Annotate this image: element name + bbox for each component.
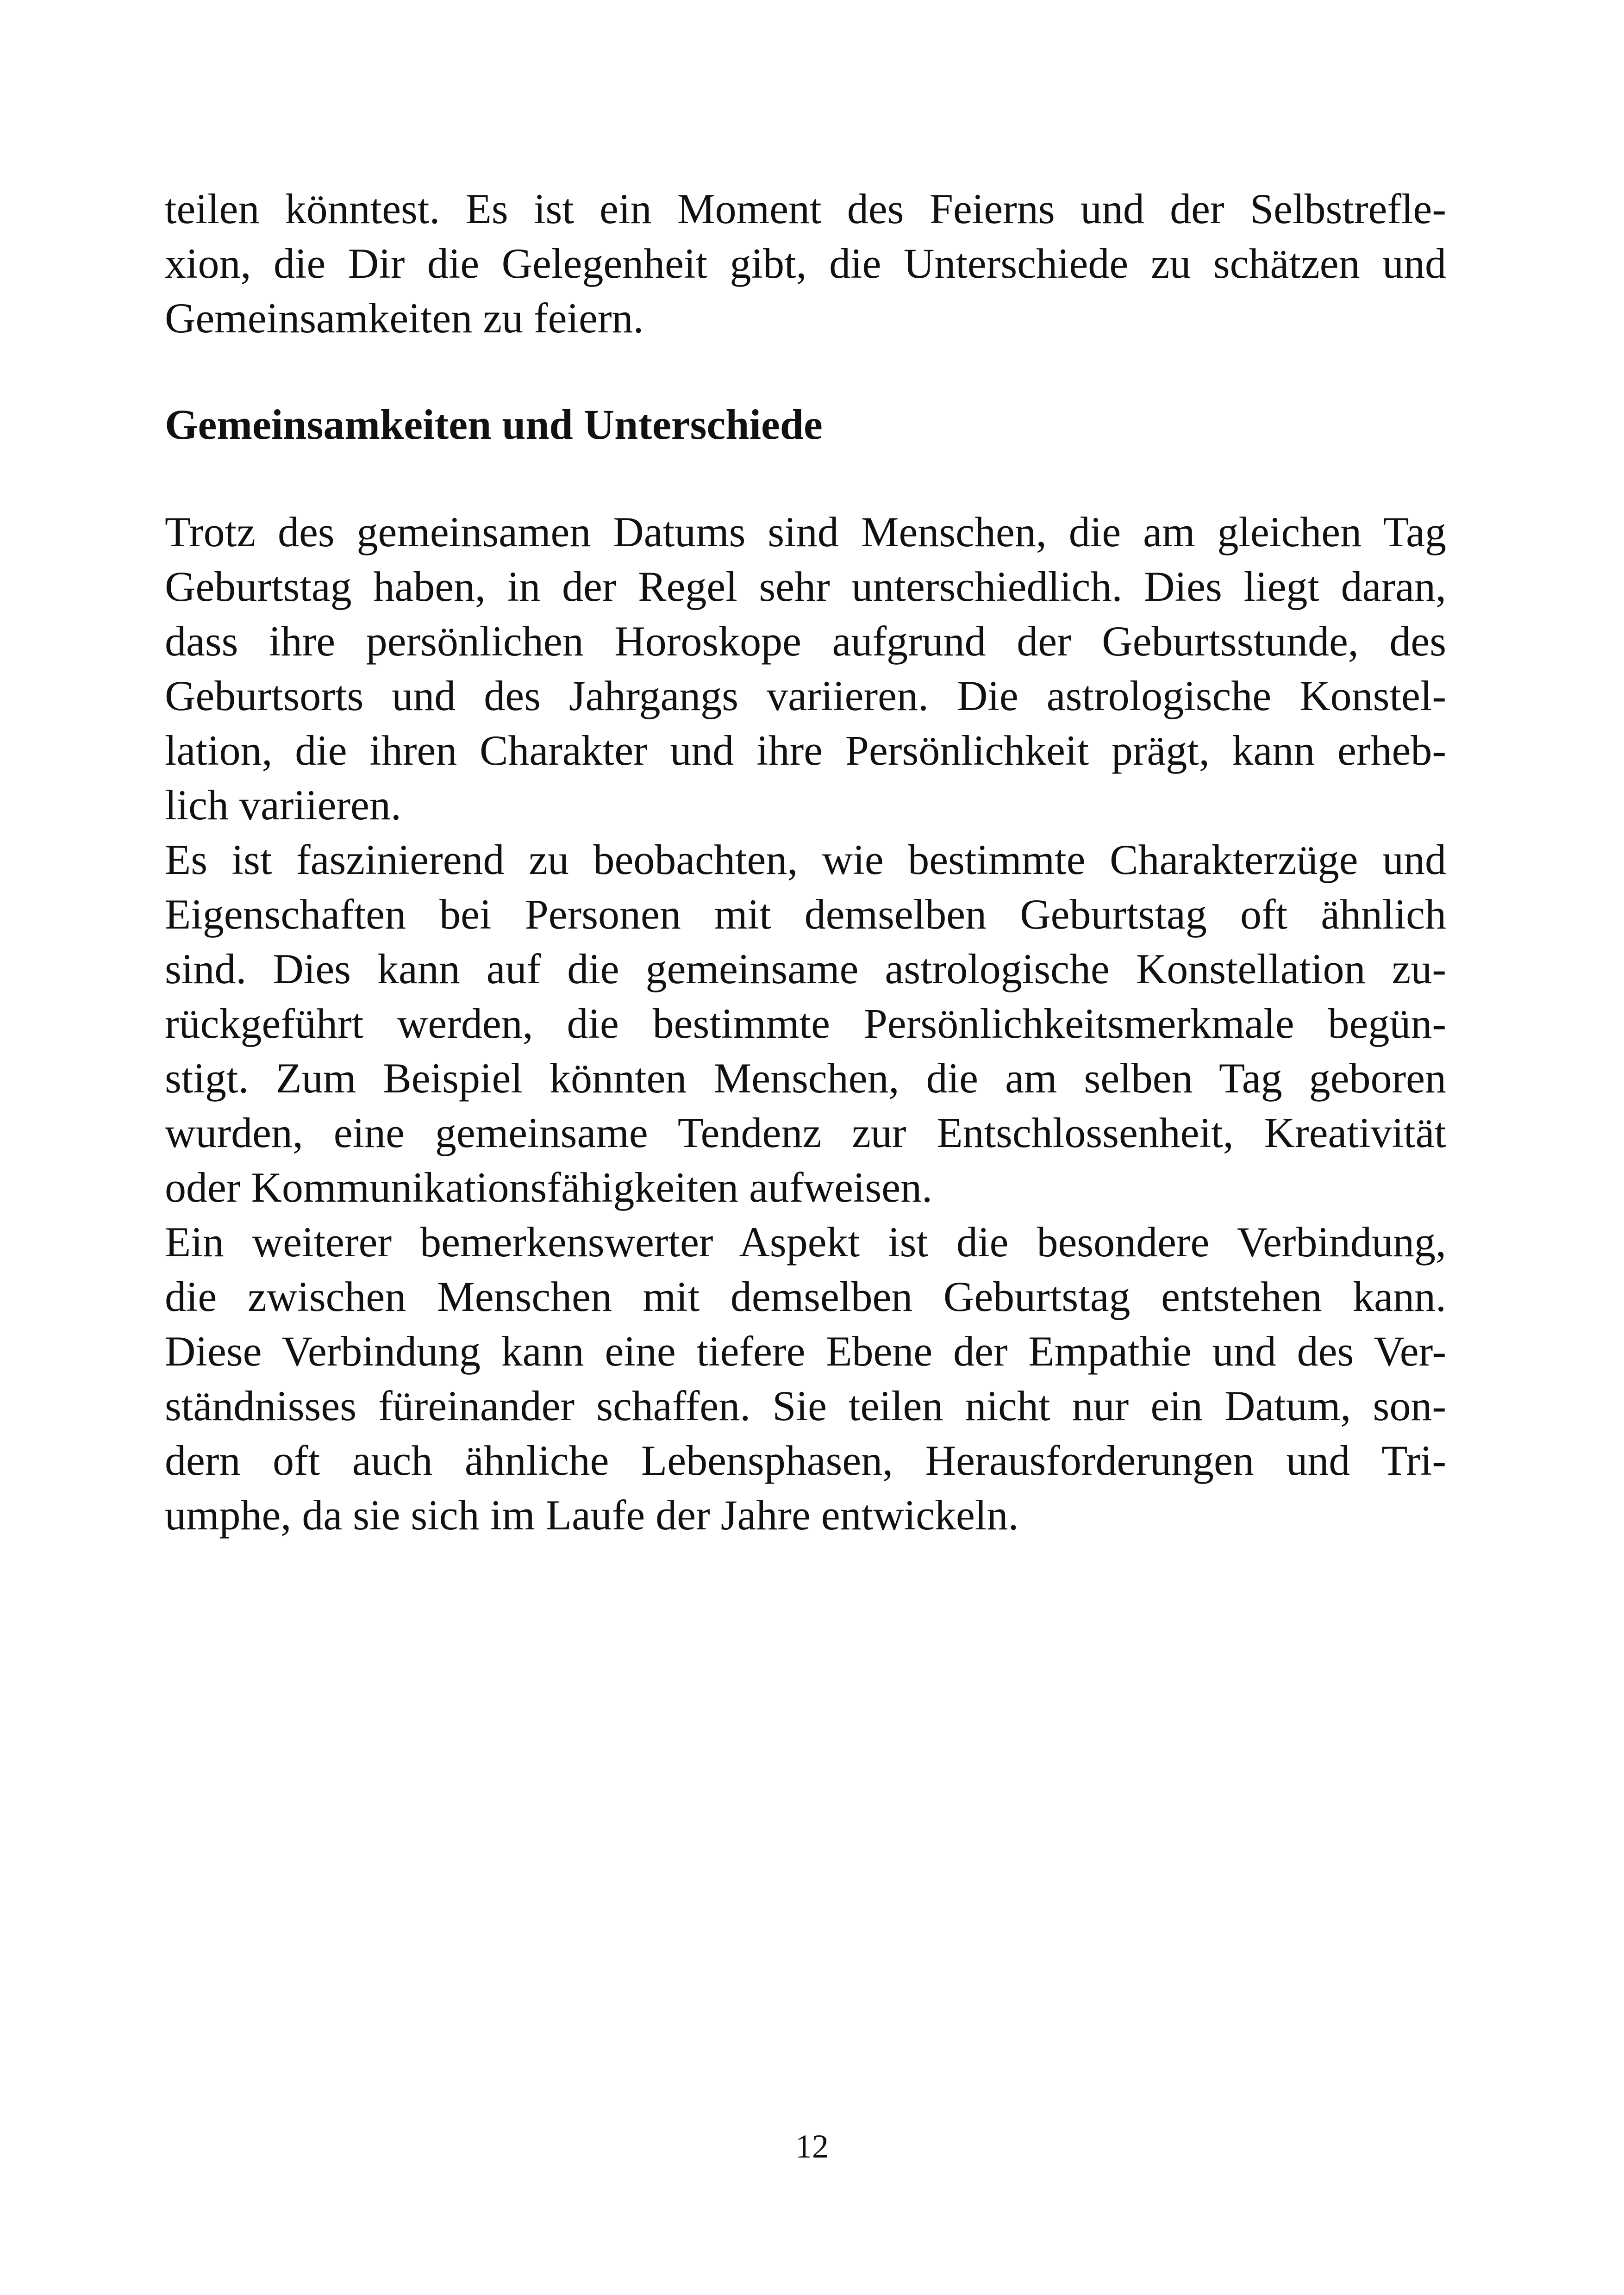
body-line-4: Geburtsorts und des Jahrgangs variieren. Die astrologische Konstel- <box>165 672 1446 719</box>
body-line-3: dass ihre persönlichen Horoskope aufgrund der Geburtsstunde, des <box>165 617 1446 665</box>
body-line-8: Eigenschaften bei Personen mit demselben Geburtstag oft ähnlich <box>165 891 1446 938</box>
body-line-6: lich variieren. <box>165 781 401 829</box>
section-heading: Gemeinsamkeiten und Unterschiede <box>165 401 823 448</box>
body-line-10: rückgeführt werden, die bestimmte Persönlichkeitsmerkmale begün- <box>165 1000 1446 1047</box>
body-line-7: Es ist faszinierend zu beobachten, wie bestimmte Charakterzüge und <box>165 836 1446 883</box>
body-line-18: dern oft auch ähnliche Lebensphasen, Herausforderungen und Tri- <box>165 1437 1446 1484</box>
body-line-2: Geburtstag haben, in der Regel sehr unterschiedlich. Dies liegt daran, <box>165 563 1446 610</box>
body-line-5: lation, die ihren Charakter und ihre Persönlichkeit prägt, kann erheb- <box>165 727 1446 774</box>
body-line-16: Diese Verbindung kann eine tiefere Ebene der Empathie und des Ver- <box>165 1328 1446 1375</box>
body-line-13: oder Kommunikationsfähigkeiten aufweisen. <box>165 1164 933 1211</box>
body-line-17: ständnisses füreinander schaffen. Sie teilen nicht nur ein Datum, son- <box>165 1382 1446 1429</box>
body-line-12: wurden, eine gemeinsame Tendenz zur Entschlossenheit, Kreativität <box>165 1109 1446 1156</box>
body-line-1: Trotz des gemeinsamen Datums sind Menschen, die am gleichen Tag <box>165 508 1446 555</box>
body-line-11: stigt. Zum Beispiel könnten Menschen, die am selben Tag geboren <box>165 1054 1446 1102</box>
body-line-15: die zwischen Menschen mit demselben Geburtstag entstehen kann. <box>165 1273 1446 1320</box>
body-line-19: umphe, da sie sich im Laufe der Jahre entwickeln. <box>165 1491 1019 1539</box>
intro-line-1: teilen könntest. Es ist ein Moment des Feierns und der Selbstrefle- <box>165 185 1446 232</box>
body-line-9: sind. Dies kann auf die gemeinsame astrologische Konstellation zu- <box>165 945 1446 992</box>
intro-line-2: xion, die Dir die Gelegenheit gibt, die Unterschiede zu schätzen und <box>165 240 1446 287</box>
page-number: 12 <box>795 2128 829 2165</box>
intro-line-3: Gemeinsamkeiten zu feiern. <box>165 294 644 342</box>
body-line-14: Ein weiterer bemerkenswerter Aspekt ist die besondere Verbindung, <box>165 1218 1446 1266</box>
